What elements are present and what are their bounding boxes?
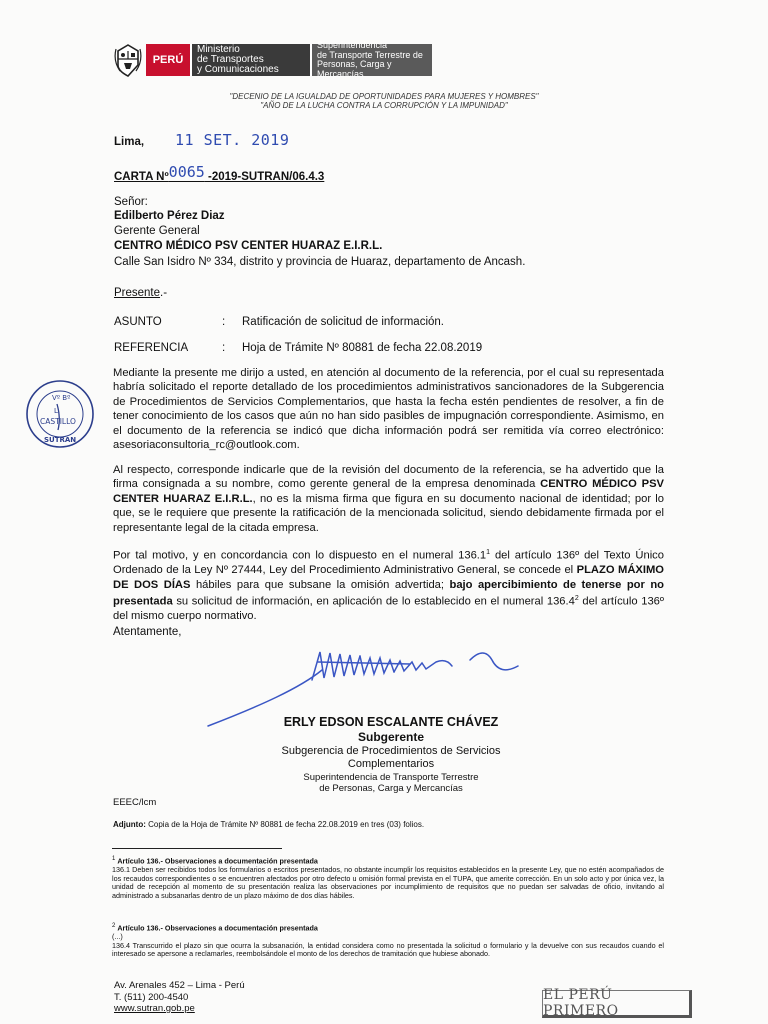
attachment-value: Copia de la Hoja de Trámite Nº 80881 de fecha 22.08.2019 en tres (03) folios. <box>148 820 425 829</box>
closing: Atentamente, <box>113 626 182 638</box>
paragraph-3-text: hábiles para que subsane la omisión advertida; <box>190 578 450 591</box>
letter-number-suffix: -2019-SUTRAN/06.4.3 <box>208 171 325 183</box>
coat-of-arms-icon <box>114 43 142 77</box>
signer-agency-line: de Personas, Carga y Mercancías <box>319 783 463 794</box>
official-year-names <box>0 92 768 110</box>
letterhead <box>114 40 432 80</box>
letter-number <box>114 163 325 184</box>
salutation: Señor: <box>114 196 148 208</box>
handwritten-letter-number: 0065 <box>168 163 205 181</box>
recipient-role: Gerente General <box>114 225 200 237</box>
footer-phone: T. (511) 200-4540 <box>114 991 189 1003</box>
referencia-value: Hoja de Trámite Nº 80881 de fecha 22.08.2019 <box>242 342 483 354</box>
stamp-initial: L. <box>54 407 61 415</box>
paragraph-3-text: del artículo 136º del mismo cuerpo normativo. <box>113 595 664 623</box>
signer-agency-line: Superintendencia de Transporte Terrestre <box>303 772 479 783</box>
recipient-name: Edilberto Pérez Diaz <box>114 210 225 222</box>
referencia-colon: : <box>222 342 226 354</box>
attachment-note <box>113 820 424 829</box>
signer-unit <box>0 745 768 771</box>
agency-line: de Transporte Terrestre de <box>317 49 423 60</box>
signer-unit-line: Complementarios <box>347 758 435 770</box>
footer-website-link[interactable]: www.sutran.gob.pe <box>114 1003 195 1014</box>
asunto-colon: : <box>222 316 226 328</box>
paragraph-2 <box>113 463 664 535</box>
country-badge: PERÚ <box>146 44 190 76</box>
initials: EEEC/lcm <box>113 797 157 808</box>
referencia-label: REFERENCIA <box>114 342 189 354</box>
footnote-ref-1: 1 <box>486 549 491 556</box>
footnote-2-ellipsis: (...) <box>112 931 123 941</box>
footnote-2-text: 136.4 Transcurrido el plazo sin que ocurra la subsanación, la entidad considera como no presentada la solicitud o formulario y la devuelve con sus recaudos cuando el interesado se apersone a reclamarles, reembolsándole el monto de los derechos de tramitación que hubiese abonado. <box>112 940 664 959</box>
recipient-address: Calle San Isidro Nº 334, distrito y provincia de Huaraz, departamento de Ancash. <box>114 256 526 268</box>
stamp-top: Vº Bº <box>52 394 71 402</box>
handwritten-date: 11 SET. 2019 <box>175 131 290 149</box>
footnote-1-text: 136.1 Deben ser recibidos todos los formularios o escritos presentados, no obstante incumplir los requisitos establecidos en la presente Ley, que no estén acompañados de los recaudos correspondientes o se encuentren afectados por otro defecto u omisión formal prevista en el TUPA, que amerite corrección. En un solo acto y por única vez, la unidad de recepción al momento de su presentación realiza las observaciones por incumplimiento de requisitos que no puedan ser salvadas de oficio, invitando al administrado a subsanarlas dentro de un plazo máximo de dos días hábiles. <box>112 864 664 900</box>
presente-word: Presente <box>114 287 161 299</box>
presente <box>114 287 167 299</box>
footnote-divider <box>112 848 282 849</box>
ministry-line: Ministerio <box>197 44 240 55</box>
paragraph-1: Mediante la presente me dirijo a usted, en atención al documento de la referencia, por el cual su representada habría solicitado el reporte detallado de los procedimientos administrativos sancionadores de la Subgerencia de Procedimientos de Servicios Complementarios, que hasta la fecha estén pendientes de resolver, a fin de tener conocimiento de los casos que aún no han sido pasibles de impugnación correspondiente. Asimismo, en el documento de la referencia se indicó que dicha información podrá ser remitida vía correo electrónico: asesoriaconsultoria_rc@outlook.com. <box>113 367 664 452</box>
paragraph-3-text: del artículo 136º del Texto Único Ordenado de la Ley Nº 27444, Ley del Procedimiento Administrativo General, se concede el <box>113 549 664 577</box>
footnote-2-mark: 2 <box>112 923 116 929</box>
footer-contact <box>114 980 245 1015</box>
footnote-2-title: Artículo 136.- Observaciones a documentación presentada <box>117 923 318 933</box>
paragraph-3-text: su solicitud de información, en aplicación de lo establecido en el numeral 136.4 <box>172 595 575 608</box>
footnote-2 <box>112 922 664 959</box>
letter-number-prefix: CARTA Nº <box>114 171 169 183</box>
footnote-1 <box>112 855 664 900</box>
agency-line: Superintendencia <box>317 40 388 50</box>
agency-badge <box>310 40 432 79</box>
approval-stamp-icon <box>24 378 96 450</box>
footnote-1-mark: 1 <box>112 856 116 862</box>
ministry-line: y Comunicaciones <box>197 64 279 75</box>
stamp-bottom: SUTRAN <box>44 436 77 444</box>
footnote-1-title: Artículo 136.- Observaciones a documentación presentada <box>117 856 318 866</box>
paragraph-2-company: CENTRO MÉDICO PSV CENTER HUARAZ E.I.R.L. <box>113 478 664 505</box>
footer-address: Av. Arenales 452 – Lima - Perú <box>114 980 245 991</box>
warning-emphasis: bajo apercibimiento de tenerse por no presentada <box>113 578 664 608</box>
signer-name: ERLY EDSON ESCALANTE CHÁVEZ <box>283 715 499 729</box>
deadline-emphasis: PLAZO MÁXIMO DE DOS DÍAS <box>113 564 664 591</box>
place-label: Lima, <box>114 136 145 148</box>
agency-line: Personas, Carga y Mercancías <box>317 59 392 79</box>
asunto-value: Ratificación de solicitud de información. <box>242 316 444 328</box>
signer-title: Subgerente <box>357 730 424 744</box>
paragraph-3-text: Por tal motivo, y en concordancia con lo dispuesto en el numeral 136.1 <box>113 549 487 562</box>
paragraph-3 <box>113 546 664 624</box>
el-peru-primero-logo: EL PERÚ PRIMERO <box>542 990 692 1018</box>
signer-agency <box>0 772 768 794</box>
asunto-label: ASUNTO <box>114 316 162 328</box>
ministry-line: de Transportes <box>197 54 264 65</box>
year-name: "AÑO DE LA LUCHA CONTRA LA CORRUPCIÓN Y LA IMPUNIDAD" <box>260 101 508 110</box>
paragraph-2-text: , no es la misma firma que figura en su documento nacional de identidad; por lo que, se le requiere que presente la ratificación de la mencionada solicitud, siendo debidamente firmada por el representante legal de la citada empresa. <box>113 492 664 534</box>
attachment-label: Adjunto: <box>113 820 146 829</box>
recipient-company: CENTRO MÉDICO PSV CENTER HUARAZ E.I.R.L. <box>114 240 383 252</box>
stamp-middle: CASTILLO <box>40 417 76 426</box>
decade-name: "DECENIO DE LA IGUALDAD DE OPORTUNIDADES PARA MUJERES Y HOMBRES" <box>229 92 539 101</box>
paragraph-2-text: Al respecto, corresponde indicarle que de la revisión del documento de la referencia, se ha advertido que la firma consignada a su nombre, como gerente general de la empresa denominada <box>113 464 664 491</box>
signer-unit-line: Subgerencia de Procedimientos de Servicios <box>281 745 501 757</box>
presente-suffix: .- <box>160 287 168 299</box>
ministry-badge <box>190 44 310 76</box>
footnote-ref-2: 2 <box>574 594 579 602</box>
